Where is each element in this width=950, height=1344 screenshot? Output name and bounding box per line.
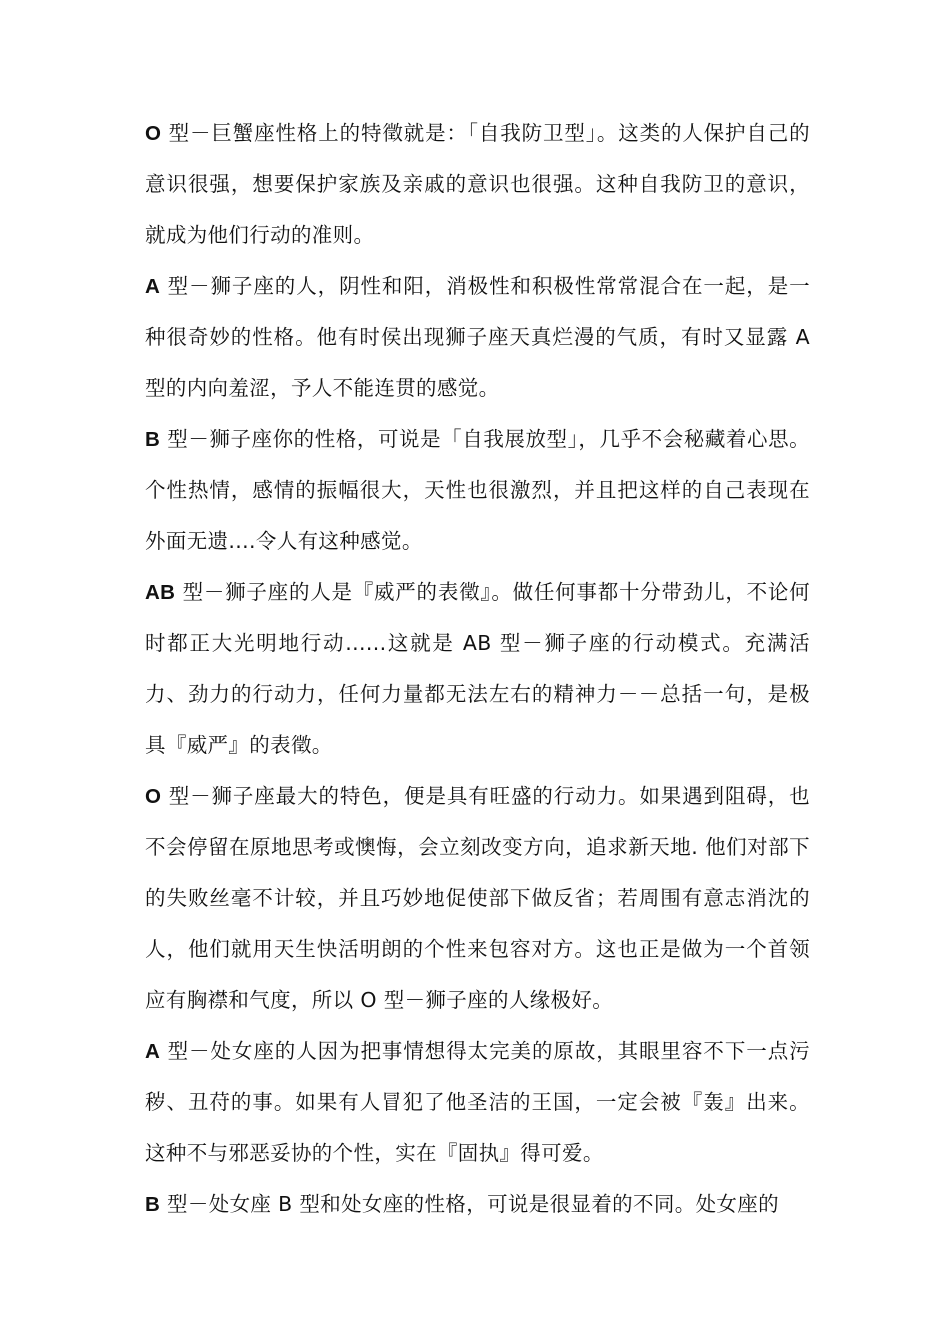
- paragraph-text: 型－狮子座的人是『威严的表徵』。做任何事都十分带劲儿，不论何时都正大光明地行动......这就是 AB 型－狮子座的行动模式。充满活力、劲力的行动力，任何力量都无法左右的精神力－－总括一句，是极具『威严』的表徵。: [145, 580, 810, 757]
- paragraph-leo-o: [145, 771, 810, 1026]
- paragraph-text: 型－处女座 B 型和处女座的性格，可说是很显着的不同。处女座的: [160, 1192, 779, 1216]
- blood-type-lead: O: [145, 122, 162, 145]
- paragraph-cancer-o: [145, 108, 810, 261]
- paragraph-text: 型－狮子座最大的特色，便是具有旺盛的行动力。如果遇到阻碍，也不会停留在原地思考或懊悔，会立刻改变方向，追求新天地. 他们对部下的失败丝毫不计较，并且巧妙地促使部下做反省；若周围有意志消沈的人，他们就用天生快活明朗的个性来包容对方。这也正是做为一个首领应有胸襟和气度，所以 O 型－狮子座的人缘极好。: [145, 784, 810, 1012]
- paragraph-text: 型－狮子座的人，阴性和阳，消极性和积极性常常混合在一起，是一种很奇妙的性格。他有时侯出现狮子座天真烂漫的气质，有时又显露 A 型的内向羞涩，予人不能连贯的感觉。: [145, 274, 810, 400]
- paragraph-virgo-a: [145, 1026, 810, 1179]
- paragraph-leo-a: [145, 261, 810, 414]
- blood-type-lead: O: [145, 785, 162, 808]
- paragraph-leo-b: [145, 414, 810, 567]
- blood-type-lead: B: [145, 1193, 161, 1216]
- paragraph-text: 型－狮子座你的性格，可说是「自我展放型」，几乎不会秘藏着心思。个性热情，感情的振幅很大，天性也很激烈，并且把这样的自己表现在外面无遗....令人有这种感觉。: [145, 427, 810, 553]
- paragraph-leo-ab: [145, 567, 810, 771]
- blood-type-lead: A: [145, 1040, 161, 1063]
- paragraph-text: 型－巨蟹座性格上的特徵就是：「自我防卫型」。这类的人保护自己的意识很强，想要保护家族及亲戚的意识也很强。这种自我防卫的意识，就成为他们行动的准则。: [145, 121, 810, 247]
- paragraph-text: 型－处女座的人因为把事情想得太完美的原故，其眼里容不下一点污秽、丑苻的事。如果有人冒犯了他圣洁的王国，一定会被『轰』出来。这种不与邪恶妥协的个性，实在『固执』得可爱。: [145, 1039, 810, 1165]
- blood-type-lead: AB: [145, 581, 176, 604]
- blood-type-lead: A: [145, 275, 161, 298]
- paragraph-virgo-b: [145, 1179, 810, 1230]
- document-page: [145, 108, 810, 1230]
- blood-type-lead: B: [145, 428, 161, 451]
